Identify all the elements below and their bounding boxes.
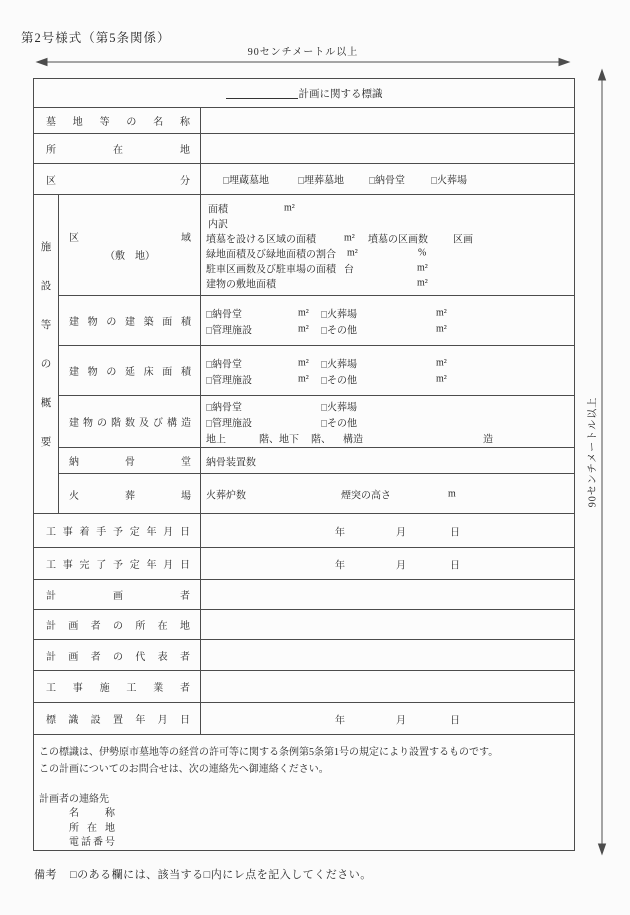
planning-sign-table <box>33 78 575 851</box>
other-checkbox-item: □その他 <box>321 325 358 336</box>
columbarium-label-cell <box>59 448 201 473</box>
structure-suffix-label: 造 <box>483 434 493 445</box>
construction-end-label-cell <box>34 548 201 579</box>
sqm-unit: m² <box>436 307 447 318</box>
construction-start-date-cell <box>201 514 574 547</box>
crematory-label: 火 葬 場 <box>69 490 191 502</box>
location-label: 所 在 地 <box>46 145 190 156</box>
floors-below-label: 階、地下 <box>259 434 299 445</box>
facility-overview-subtable <box>59 195 574 513</box>
row-construction-start <box>34 514 574 548</box>
category-label: 区 分 <box>46 175 190 187</box>
row-planner-representative <box>34 640 574 671</box>
planner-label: 計 画 者 <box>46 591 190 602</box>
row-sign-title <box>34 79 574 108</box>
contact-phone-label: 電 話 番 号 <box>69 837 115 848</box>
floors-structure-content-cell <box>201 396 574 447</box>
other-checkbox-item: □その他 <box>321 375 358 386</box>
building-area-label: 建 物 の 建 築 面 積 <box>69 317 191 328</box>
sign-installation-date-cell <box>201 703 574 734</box>
year-unit: 年 <box>335 527 345 538</box>
contact-address-row <box>39 822 566 837</box>
floor-area-label-cell <box>59 346 201 395</box>
contractor-label-cell <box>34 671 201 702</box>
row-cemetery-name <box>34 108 574 134</box>
building-area-content-cell <box>201 296 574 345</box>
sqm-unit: m² <box>417 262 428 273</box>
columbarium-checkbox-item: □納骨堂 <box>206 402 243 413</box>
lots-unit: 区画 <box>453 234 473 245</box>
floors-suffix-label: 階、 <box>311 434 331 445</box>
management-checkbox-item: □管理施設 <box>206 325 253 336</box>
cemetery-name-label-cell <box>34 108 201 133</box>
right-dimension-label: 90センチメートル以上 <box>587 396 599 508</box>
site-area-label-cell <box>59 195 201 295</box>
floors-structure-label-cell <box>59 396 201 447</box>
facility-overview-label: 施 設 等 の 概 要 <box>40 242 52 448</box>
subrow-floor-area <box>59 346 574 396</box>
green-area-label: 緑地面積及び緑地面積の割合 <box>206 249 336 260</box>
planner-address-label: 計 画 者 の 所 在 地 <box>46 621 190 632</box>
floors-line2 <box>201 414 574 430</box>
right-height-arrow <box>595 65 609 858</box>
category-option-maizo: □埋蔵墓地 <box>223 175 270 187</box>
category-option-crematory: □火葬場 <box>431 175 468 187</box>
contractor-value-area <box>201 671 574 702</box>
vehicles-unit: 台 <box>344 264 354 275</box>
subrow-site-area <box>59 195 574 296</box>
month-unit: 月 <box>396 527 406 538</box>
year-unit: 年 <box>335 715 345 726</box>
subrow-floors-structure <box>59 396 574 448</box>
day-unit: 日 <box>450 715 460 726</box>
sign-installation-label-cell <box>34 703 201 734</box>
construction-start-label: 工 事 着 手 予 定 年 月 日 <box>46 527 190 538</box>
subrow-building-area <box>59 296 574 346</box>
planner-representative-label-cell <box>34 640 201 670</box>
columbarium-checkbox-item: □納骨堂 <box>206 359 243 370</box>
row-planner-address <box>34 610 574 640</box>
sqm-unit: m² <box>436 373 447 384</box>
above-ground-label: 地上 <box>206 434 226 445</box>
management-checkbox-item: □管理施設 <box>206 418 253 429</box>
site-area-line-parking <box>201 260 574 275</box>
sqm-unit: m² <box>417 277 428 288</box>
floor-area-line2 <box>201 371 574 387</box>
storage-device-count-label: 納骨装置数 <box>206 457 256 468</box>
row-category <box>34 164 574 195</box>
construction-start-label-cell <box>34 514 201 547</box>
location-value-area <box>201 134 574 163</box>
building-area-label-cell <box>59 296 201 345</box>
management-checkbox-item: □管理施設 <box>206 375 253 386</box>
title-blank-underline <box>226 87 298 99</box>
top-dimension-label: 90センチメートル以上 <box>247 47 359 58</box>
planner-representative-value-area <box>201 640 574 670</box>
sqm-unit: m² <box>344 232 355 243</box>
planner-value-area <box>201 580 574 609</box>
contact-heading: 計画者の連絡先 <box>39 794 109 805</box>
day-unit: 日 <box>450 560 460 571</box>
columbarium-content-cell <box>201 448 574 473</box>
vertical-double-arrow-icon <box>595 65 609 858</box>
parking-label: 駐車区画数及び駐車場の面積 <box>206 264 336 275</box>
facility-overview-label-cell <box>34 195 59 513</box>
building-site-area-label: 建物の敷地面積 <box>206 279 276 290</box>
row-location <box>34 134 574 164</box>
grave-zone-area-label: 墳墓を設ける区域の面積 <box>206 234 316 245</box>
horizontal-double-arrow-icon <box>33 55 573 69</box>
furnace-count-label: 火葬炉数 <box>206 490 246 502</box>
notes-line2: この計画についてのお問合せは、次の連絡先へ御連絡ください。 <box>39 764 329 775</box>
structure-label: 構造 <box>343 434 363 445</box>
other-checkbox-item: □その他 <box>321 418 358 429</box>
sqm-unit: m² <box>298 373 309 384</box>
site-area-line-building-site <box>201 275 574 290</box>
floors-structure-label: 建 物 の 階 数 及 び 構 造 <box>69 418 191 429</box>
crematory-label-cell <box>59 474 201 514</box>
row-facility-overview <box>34 195 574 514</box>
building-area-line1 <box>201 305 574 321</box>
row-construction-end <box>34 548 574 580</box>
sqm-unit: m² <box>436 357 447 368</box>
contractor-label: 工 事 施 工 業 者 <box>46 683 190 694</box>
sqm-unit: m² <box>347 247 358 258</box>
category-option-columbarium: □納骨堂 <box>369 175 406 187</box>
subrow-crematory <box>59 474 574 514</box>
columbarium-label: 納 骨 堂 <box>69 457 191 468</box>
columbarium-checkbox-item: □納骨堂 <box>206 309 243 320</box>
construction-end-date-cell <box>201 548 574 579</box>
row-planner <box>34 580 574 610</box>
planner-label-cell <box>34 580 201 609</box>
crematory-checkbox-item: □火葬場 <box>321 309 358 320</box>
sqm-unit: m² <box>436 323 447 334</box>
category-option-maiso: □埋葬墓地 <box>298 175 345 187</box>
site-area-label-line1: 区 域 <box>69 232 191 244</box>
floors-line1 <box>201 398 574 414</box>
contact-name-row <box>39 807 566 822</box>
category-label-cell <box>34 164 201 194</box>
planner-address-label-cell <box>34 610 201 639</box>
percent-unit: % <box>418 247 427 258</box>
sign-installation-label: 標 識 設 置 年 月 日 <box>46 715 190 726</box>
site-area-line-breakdown <box>201 215 574 230</box>
crematory-checkbox-item: □火葬場 <box>321 402 358 413</box>
site-area-line-green <box>201 245 574 260</box>
form-number-title: 第2号様式（第5条関係） <box>21 31 171 45</box>
month-unit: 月 <box>396 560 406 571</box>
contact-address-label: 所 在 地 <box>69 822 115 834</box>
year-unit: 年 <box>335 560 345 571</box>
floors-line3 <box>201 430 574 446</box>
subrow-columbarium <box>59 448 574 474</box>
remark-note <box>34 866 372 882</box>
contact-name-label: 名 称 <box>69 808 115 819</box>
site-area-content-cell <box>201 195 574 295</box>
breakdown-label: 内訳 <box>208 219 228 230</box>
sign-title-cell <box>34 79 574 107</box>
planner-representative-label: 計 画 者 の 代 表 者 <box>46 651 190 663</box>
crematory-content-cell <box>201 474 574 514</box>
building-area-line2 <box>201 321 574 337</box>
sqm-unit: m² <box>298 357 309 368</box>
chimney-height-label: 煙突の高さ <box>341 490 391 502</box>
total-area-label: 面積 <box>208 204 228 215</box>
location-label-cell <box>34 134 201 163</box>
row-notes <box>34 735 574 851</box>
month-unit: 月 <box>396 715 406 726</box>
contact-phone-row <box>39 836 566 851</box>
floor-area-content-cell <box>201 346 574 395</box>
site-area-line-total <box>201 200 574 215</box>
floor-area-label: 建 物 の 延 床 面 積 <box>69 367 191 378</box>
top-width-arrow <box>33 55 573 69</box>
remark-label: 備考 <box>34 869 57 881</box>
row-contractor <box>34 671 574 703</box>
notes-line1: この標識は、伊勢原市墓地等の経営の許可等に関する条例第5条第1号の規定により設置するものです。 <box>39 747 499 758</box>
remark-text: □のある欄には、該当する□内にレ点を記入してください。 <box>70 869 372 881</box>
cemetery-name-label: 墓 地 等 の 名 称 <box>46 117 190 128</box>
row-sign-installation <box>34 703 574 735</box>
planner-address-value-area <box>201 610 574 639</box>
notes-cell <box>34 735 574 851</box>
floor-area-line1 <box>201 355 574 371</box>
crematory-checkbox-item: □火葬場 <box>321 359 358 370</box>
sqm-unit: m² <box>298 323 309 334</box>
sqm-unit: m² <box>298 307 309 318</box>
construction-end-label: 工 事 完 了 予 定 年 月 日 <box>46 560 190 571</box>
day-unit: 日 <box>450 527 460 538</box>
sign-title-text: 計画に関する標識 <box>298 88 383 100</box>
cemetery-name-value-area <box>201 108 574 133</box>
meters-unit: m <box>448 488 456 500</box>
site-area-label-line2: （敷 地） <box>105 250 155 262</box>
category-options-cell <box>201 164 574 194</box>
sqm-unit: m² <box>284 202 295 213</box>
grave-lot-count-label: 墳墓の区画数 <box>368 234 428 245</box>
site-area-line-grave <box>201 230 574 245</box>
